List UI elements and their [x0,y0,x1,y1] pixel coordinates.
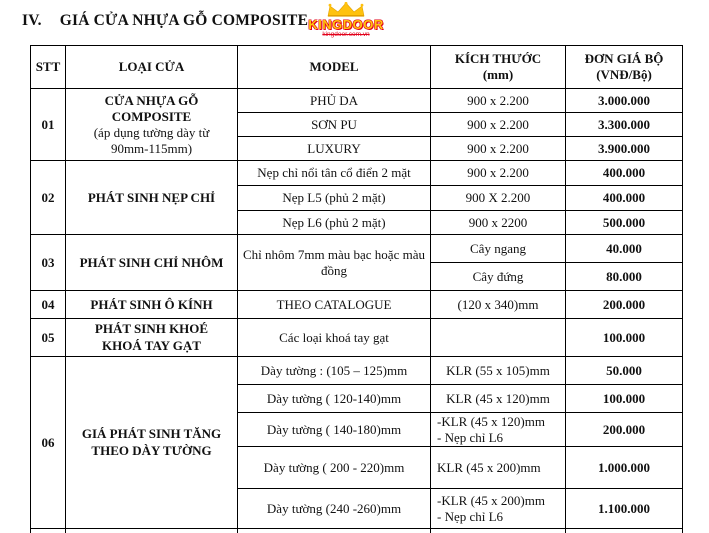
price-cell: 1.100.000 [566,489,683,529]
price-table [30,45,683,533]
price-cell: 200.000 [566,413,683,447]
size-line: - Nẹp chỉ L6 [437,508,504,524]
model-cell [238,529,431,533]
loai-line: GIÁ PHÁT SINH TĂNG [81,426,222,442]
table-row-partial [31,529,683,533]
price-cell: 3.300.000 [566,113,683,137]
size-cell: KLR (55 x 105)mm [431,357,566,385]
price-cell: 100.000 [566,319,683,357]
table-row [31,291,683,319]
model-cell: Dày tường ( 140-180)mm [238,413,431,447]
loai-line: COMPOSITE [111,108,192,124]
table-row [31,161,683,186]
price-cell: 400.000 [566,161,683,186]
logo-brand-text: KINGDOOR [308,17,384,32]
table-row [31,235,683,263]
price-cell: 100.000 [566,385,683,413]
loai-cell [66,357,238,529]
page-title [22,12,308,30]
size-cell: 900 X 2.200 [431,186,566,211]
size-cell: 900 x 2.200 [431,113,566,137]
size-cell [431,413,566,447]
stt-cell: 03 [31,235,66,291]
model-cell: Dày tường ( 120-140)mm [238,385,431,413]
loai-line: PHÁT SINH KHOÉ [94,321,209,337]
loai-cell [66,89,238,161]
price-cell: 500.000 [566,211,683,235]
header-loai-cua: LOẠI CỬA [66,46,238,89]
loai-cell: PHÁT SINH Ô KÍNH [66,291,238,319]
stt-cell: 05 [31,319,66,357]
price-cell: 40.000 [566,235,683,263]
loai-line: CỬA NHỰA GỖ [104,92,199,108]
model-cell: LUXURY [238,137,431,161]
size-cell: (120 x 340)mm [431,291,566,319]
model-cell: Dày tường ( 200 - 220)mm [238,447,431,489]
loai-cell [66,319,238,357]
size-cell: KLR (45 x 120)mm [431,385,566,413]
table-row [31,89,683,113]
size-cell [431,489,566,529]
price-cell: 3.900.000 [566,137,683,161]
header-row [31,46,683,89]
size-line: - Nẹp chỉ L6 [437,429,504,445]
header-don-gia-label: ĐƠN GIÁ BỘ [584,50,664,66]
model-cell: Nẹp L5 (phủ 2 mặt) [238,186,431,211]
header-model: MODEL [238,46,431,89]
header-stt: STT [31,46,66,89]
loai-cell: PHÁT SINH NẸP CHỈ [66,161,238,235]
title-section-number: IV. [22,12,42,29]
loai-line: THEO DÀY TƯỜNG [91,442,212,458]
model-cell: Dày tường : (105 – 125)mm [238,357,431,385]
model-cell: Dày tường (240 -260)mm [238,489,431,529]
loai-note: 90mm-115mm) [110,140,193,156]
model-cell: Nẹp L6 (phủ 2 mặt) [238,211,431,235]
logo-website-text: kingdoor.com.vn [322,31,370,38]
stt-cell: 02 [31,161,66,235]
stt-cell: 01 [31,89,66,161]
price-cell: 3.000.000 [566,89,683,113]
price-cell [566,529,683,533]
loai-note: (áp dụng tường dày từ [93,125,210,141]
size-cell [431,319,566,357]
size-cell: 900 x 2.200 [431,137,566,161]
header-kich-thuoc [431,46,566,89]
price-cell: 1.000.000 [566,447,683,489]
model-cell: Các loại khoá tay gạt [238,319,431,357]
size-cell: KLR (45 x 200)mm [431,447,566,489]
size-cell: 900 x 2.200 [431,89,566,113]
model-cell: SƠN PU [238,113,431,137]
price-cell: 400.000 [566,186,683,211]
stt-cell: 06 [31,357,66,529]
size-cell: 900 x 2200 [431,211,566,235]
size-cell: Cây đứng [431,263,566,291]
size-cell: 900 x 2.200 [431,161,566,186]
table-row [31,319,683,357]
price-cell: 200.000 [566,291,683,319]
size-cell: Cây ngang [431,235,566,263]
header-kich-thuoc-label: KÍCH THƯỚC [454,50,542,66]
price-cell: 50.000 [566,357,683,385]
crown-icon [325,2,367,17]
title-text: GIÁ CỬA NHỰA GỖ COMPOSITE [59,12,309,29]
loai-cell [66,529,238,533]
header-don-gia-unit: (VNĐ/Bộ) [596,67,652,82]
stt-cell: 04 [31,291,66,319]
model-cell: Chỉ nhôm 7mm màu bạc hoặc màu đồng [238,235,431,291]
kingdoor-logo [299,0,393,39]
size-line: -KLR (45 x 200)mm [437,493,545,509]
model-cell: THEO CATALOGUE [238,291,431,319]
header-kich-thuoc-unit: (mm) [482,67,514,82]
loai-line: KHOÁ TAY GẠT [102,337,201,353]
size-line: -KLR (45 x 120)mm [437,414,545,429]
header-don-gia [566,46,683,89]
stt-cell [31,529,66,533]
table-row [31,357,683,385]
size-cell [431,529,566,533]
model-cell: Nẹp chỉ nổi tân cổ điển 2 mặt [238,161,431,186]
model-cell: PHỦ DA [238,89,431,113]
loai-cell: PHÁT SINH CHỈ NHÔM [66,235,238,291]
price-cell: 80.000 [566,263,683,291]
